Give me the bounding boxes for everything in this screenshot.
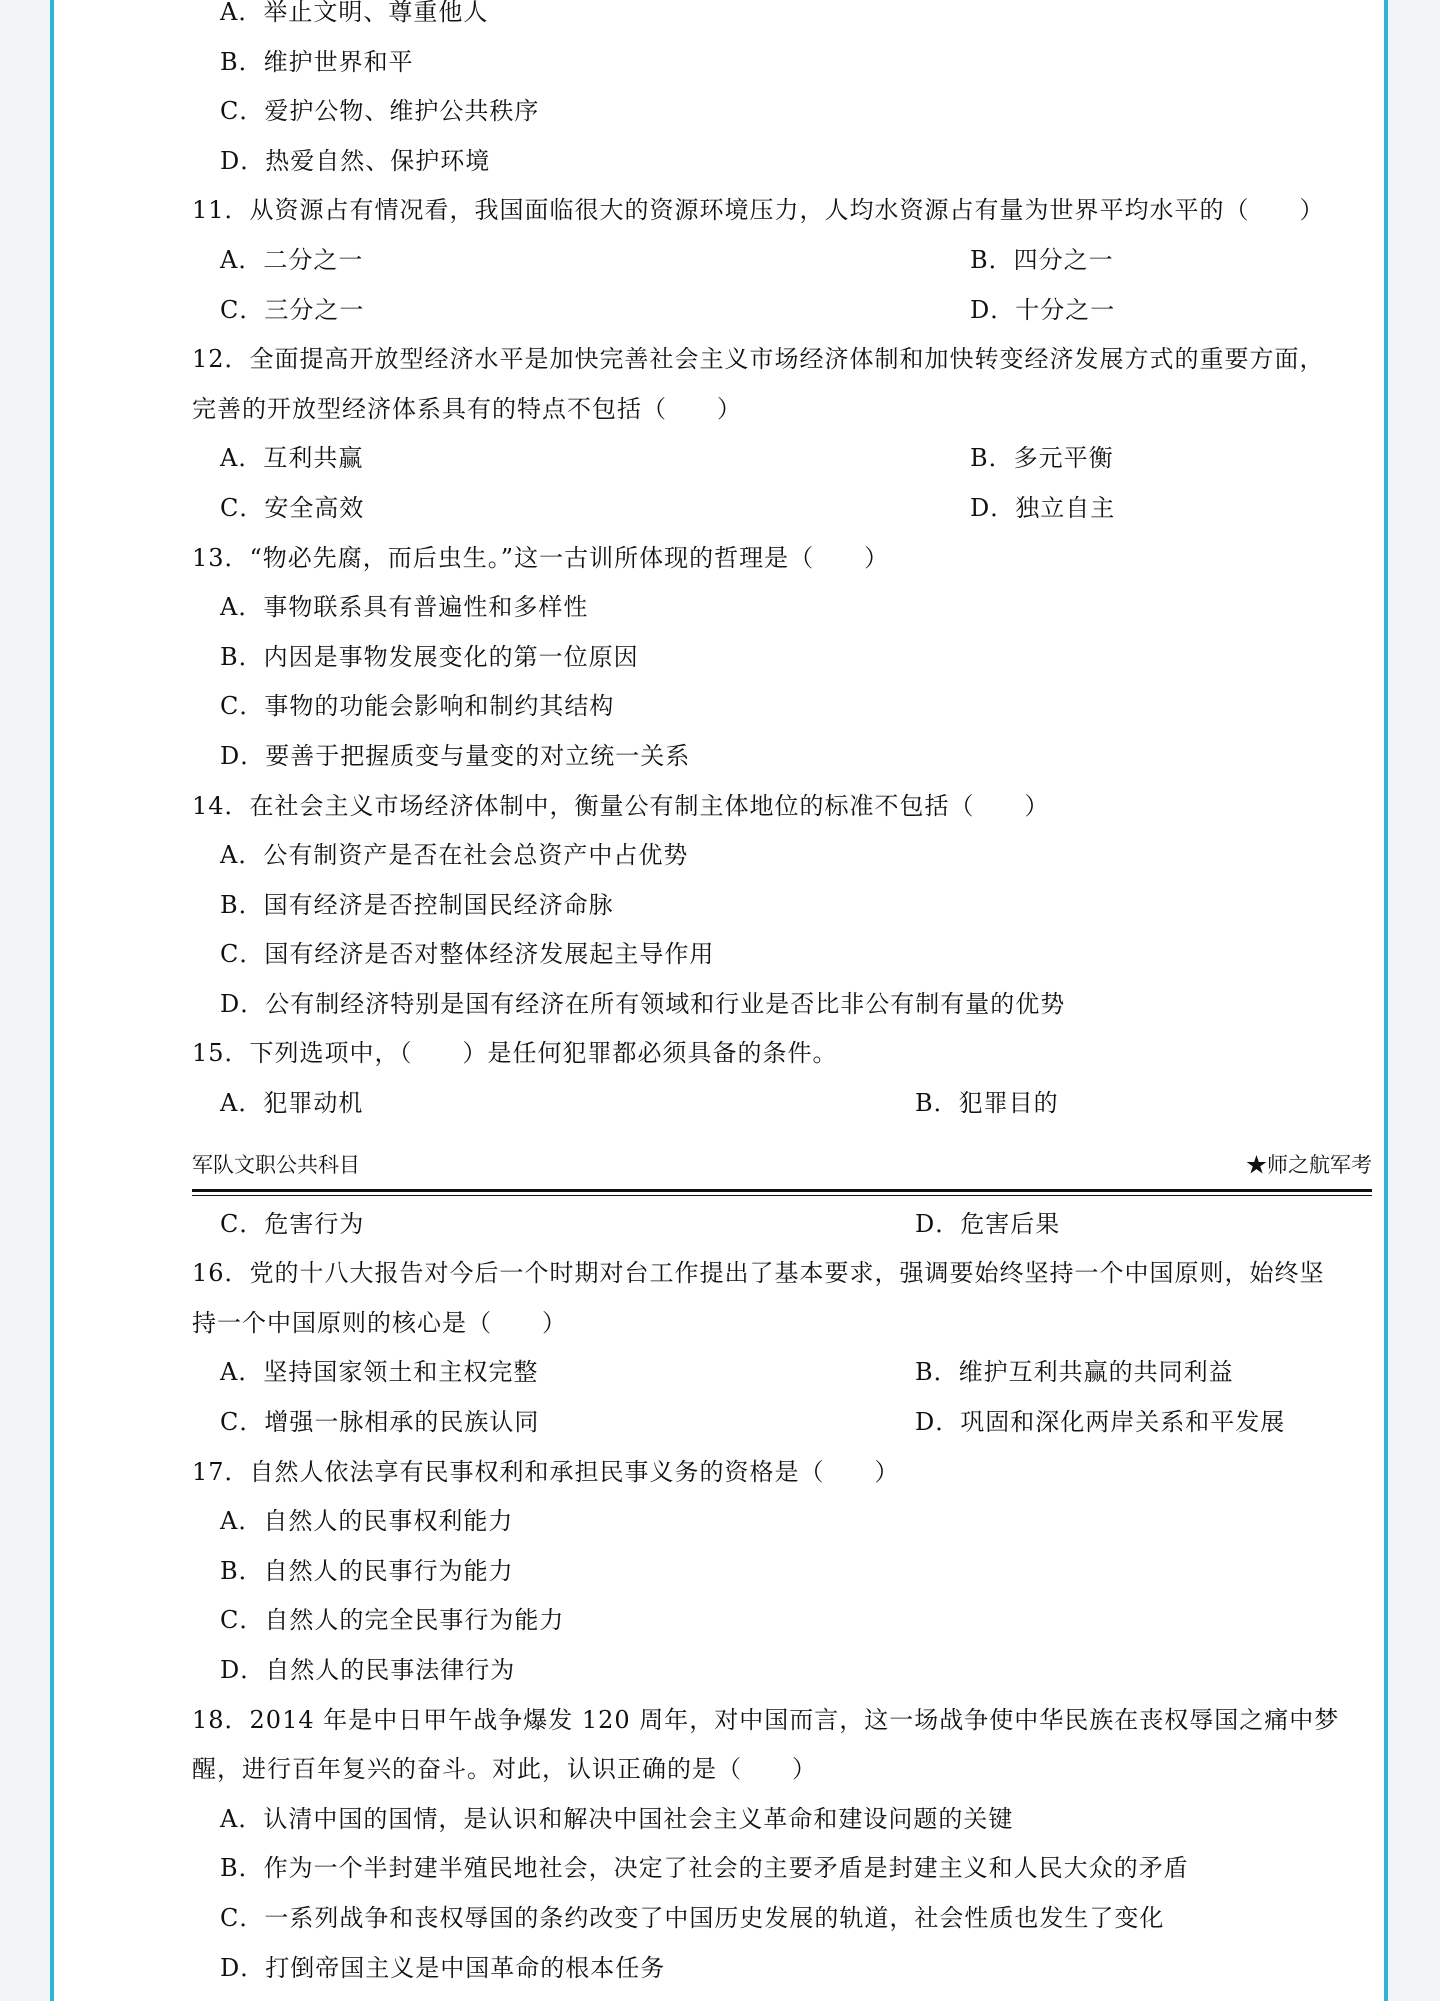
question-text: 15．下列选项中，（ ）是任何犯罪都必须具备的条件。 <box>192 1039 838 1068</box>
question-line <box>192 1448 1372 1498</box>
option-line <box>192 1944 1372 1994</box>
question-line <box>192 385 1372 435</box>
questions-block-1 <box>192 0 1372 1129</box>
question-text: 持一个中国原则的核心是（ ） <box>192 1308 567 1337</box>
option-text: C．爱护公物、维护公共秩序 <box>220 97 540 126</box>
question-text: 17．自然人依法享有民事权利和承担民事义务的资格是（ ） <box>192 1457 900 1486</box>
question-text: 18．2014 年是中日甲午战争爆发 120 周年，对中国而言，这一场战争使中华民族在丧权辱国之痛中梦 <box>192 1705 1340 1734</box>
option-line <box>192 980 1372 1030</box>
question-line <box>192 1029 1372 1079</box>
question-line <box>192 1249 1372 1299</box>
option-text: A．二分之一 <box>220 245 364 274</box>
option-text: C．安全高效 <box>220 493 365 522</box>
page-content <box>192 0 1372 1993</box>
option-text: D．公有制经济特别是国有经济在所有领域和行业是否比非公有制有量的优势 <box>220 989 1066 1018</box>
option-line <box>192 137 1372 187</box>
header-subject: 军队文职公共科目 <box>192 1152 360 1177</box>
option-text: D．十分之一 <box>970 295 1116 324</box>
option-text: D．巩固和深化两岸关系和平发展 <box>915 1408 1286 1437</box>
question-line <box>192 186 1372 236</box>
option-line <box>192 1844 1372 1894</box>
option-line <box>192 1200 1372 1250</box>
option-text: B．维护互利共赢的共同利益 <box>915 1358 1234 1387</box>
option-text: D．自然人的民事法律行为 <box>220 1656 516 1684</box>
option-line <box>192 484 1372 534</box>
question-text: 11．从资源占有情况看，我国面临很大的资源环境压力，人均水资源占有量为世界平均水平的（ ） <box>192 196 1325 225</box>
option-text: B．内因是事物发展变化的第一位原因 <box>220 642 639 671</box>
option-text: A．举止文明、尊重他人 <box>220 0 489 26</box>
option-line <box>192 236 1372 286</box>
option-text: C．国有经济是否对整体经济发展起主导作用 <box>220 940 715 969</box>
option-text: A．公有制资产是否在社会总资产中占优势 <box>220 841 689 870</box>
option-line <box>192 583 1372 633</box>
option-text: A．自然人的民事权利能力 <box>220 1507 514 1536</box>
option-text: B．自然人的民事行为能力 <box>220 1556 514 1585</box>
option-line <box>192 1795 1372 1845</box>
question-text: 16．党的十八大报告对今后一个时期对台工作提出了基本要求，强调要始终坚持一个中国原则，始终坚 <box>192 1259 1325 1288</box>
option-line <box>192 286 1372 336</box>
header-brand: ★师之航军考 <box>1246 1152 1372 1177</box>
question-line <box>192 1745 1372 1795</box>
option-line <box>192 930 1372 980</box>
option-text: B．国有经济是否控制国民经济命脉 <box>220 890 614 919</box>
question-line <box>192 1696 1372 1746</box>
option-text: C．一系列战争和丧权辱国的条约改变了中国历史发展的轨道，社会性质也发生了变化 <box>220 1903 1165 1932</box>
question-line <box>192 534 1372 584</box>
option-text: D．要善于把握质变与量变的对立统一关系 <box>220 741 691 770</box>
question-line <box>192 782 1372 832</box>
option-text: C．危害行为 <box>220 1209 365 1238</box>
option-text: D．打倒帝国主义是中国革命的根本任务 <box>220 1953 666 1982</box>
option-text: A．互利共赢 <box>220 444 364 473</box>
option-line <box>192 1079 1372 1129</box>
page-header <box>192 1137 1372 1189</box>
question-line <box>192 335 1372 385</box>
question-text: 醒，进行百年复兴的奋斗。对此，认识正确的是（ ） <box>192 1755 817 1784</box>
option-line <box>192 87 1372 137</box>
option-line <box>192 1547 1372 1597</box>
option-text: B．作为一个半封建半殖民地社会，决定了社会的主要矛盾是封建主义和人民大众的矛盾 <box>220 1854 1189 1883</box>
option-line <box>192 0 1372 38</box>
question-line <box>192 1299 1372 1349</box>
header-double-rule <box>192 1189 1372 1196</box>
question-text: 13．“物必先腐，而后虫生。”这一古训所体现的哲理是（ ） <box>192 543 890 572</box>
option-text: C．事物的功能会影响和制约其结构 <box>220 692 615 721</box>
option-line <box>192 831 1372 881</box>
option-line <box>192 732 1372 782</box>
questions-block-2 <box>192 1200 1372 1994</box>
option-text: B．维护世界和平 <box>220 47 414 76</box>
option-line <box>192 1894 1372 1944</box>
option-text: C．自然人的完全民事行为能力 <box>220 1606 565 1635</box>
option-line <box>192 38 1372 88</box>
option-line <box>192 1596 1372 1646</box>
option-line <box>192 881 1372 931</box>
option-text: A．坚持国家领土和主权完整 <box>220 1358 539 1387</box>
option-line <box>192 633 1372 683</box>
option-text: B．四分之一 <box>970 245 1114 274</box>
option-text: B．犯罪目的 <box>915 1089 1059 1118</box>
option-line <box>192 1398 1372 1448</box>
option-text: B．多元平衡 <box>970 444 1114 473</box>
option-text: D．危害后果 <box>915 1209 1061 1238</box>
option-text: C．增强一脉相承的民族认同 <box>220 1408 540 1437</box>
option-text: A．事物联系具有普遍性和多样性 <box>220 593 589 622</box>
option-text: D．独立自主 <box>970 493 1116 522</box>
question-text: 14．在社会主义市场经济体制中，衡量公有制主体地位的标准不包括（ ） <box>192 791 1050 820</box>
question-text: 完善的开放型经济体系具有的特点不包括（ ） <box>192 394 742 423</box>
option-line <box>192 1646 1372 1696</box>
option-text: A．犯罪动机 <box>220 1089 364 1118</box>
document-page <box>50 0 1388 2001</box>
option-line <box>192 1497 1372 1547</box>
question-text: 12．全面提高开放型经济水平是加快完善社会主义市场经济体制和加快转变经济发展方式的重要方面， <box>192 345 1325 374</box>
option-line <box>192 434 1372 484</box>
option-line <box>192 682 1372 732</box>
option-text: A．认清中国的国情，是认识和解决中国社会主义革命和建设问题的关键 <box>220 1804 1014 1833</box>
option-line <box>192 1348 1372 1398</box>
option-text: D．热爱自然、保护环境 <box>220 146 491 175</box>
option-text: C．三分之一 <box>220 295 365 324</box>
